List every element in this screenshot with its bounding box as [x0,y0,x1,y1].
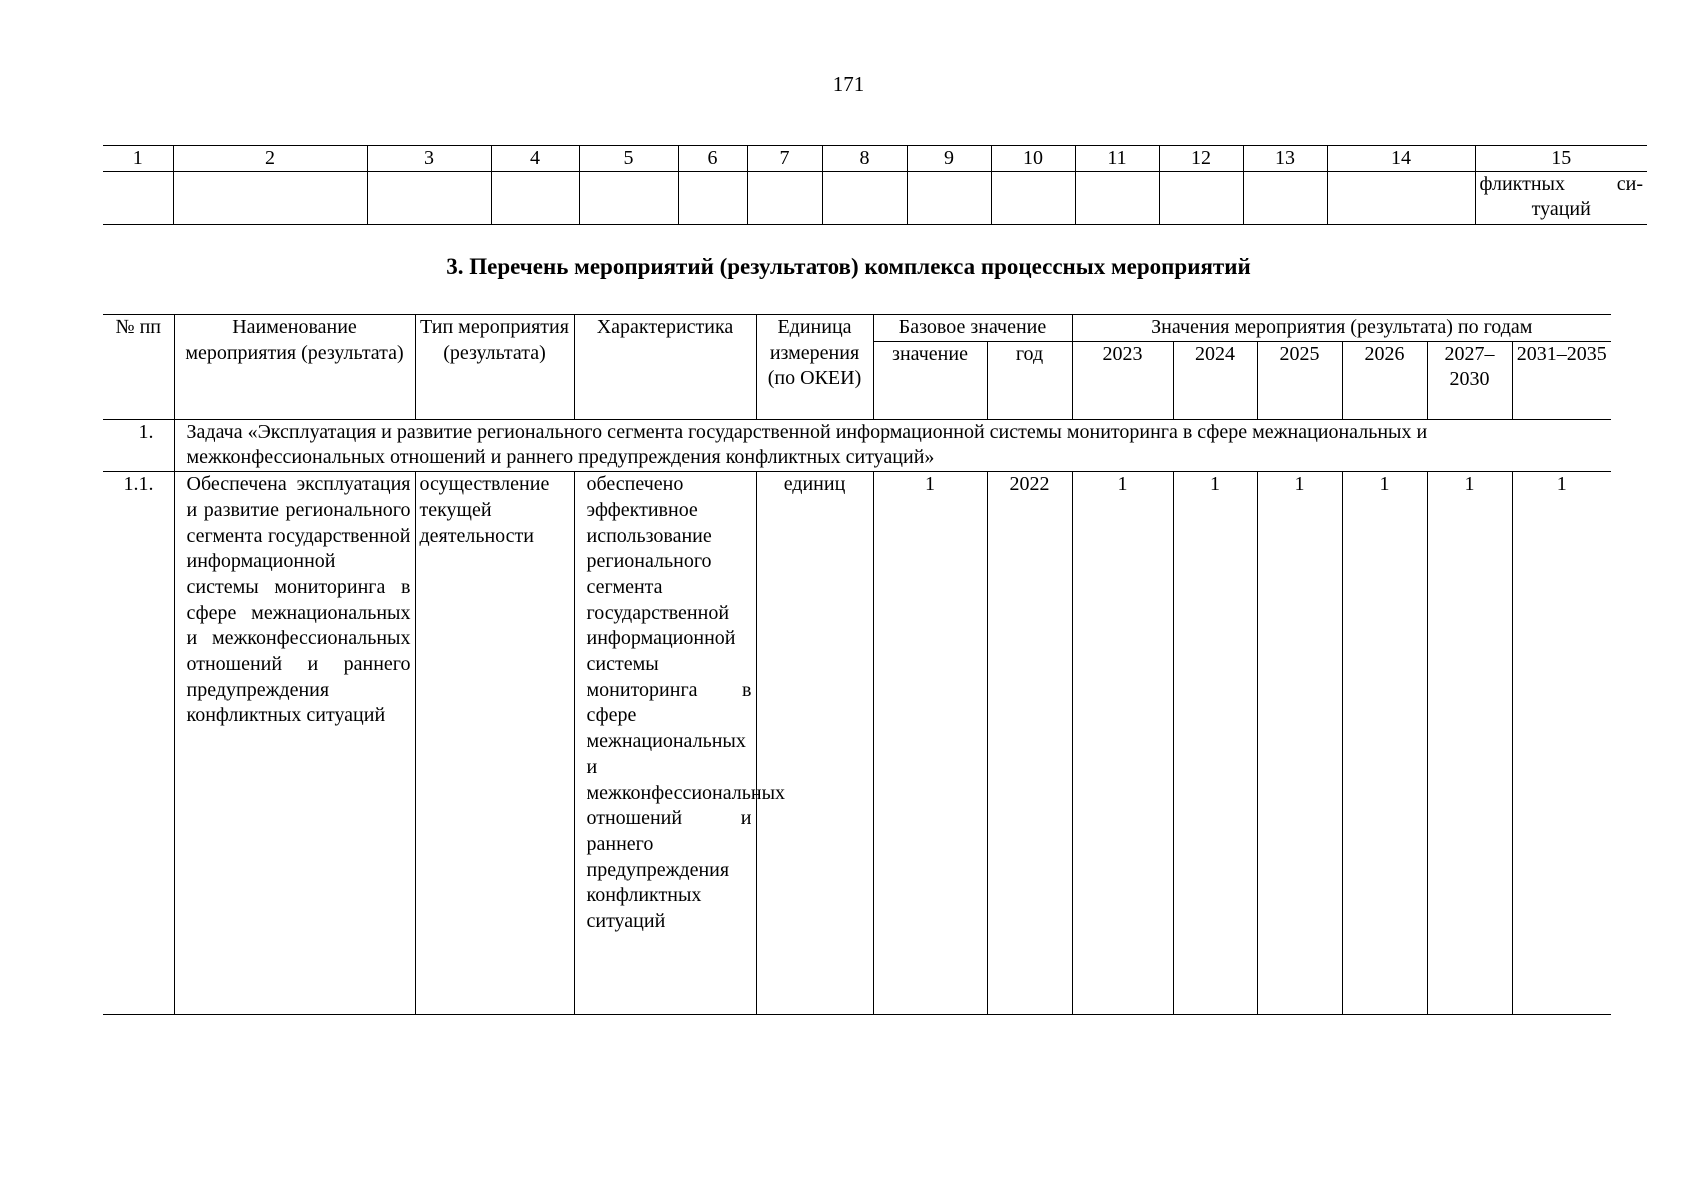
table-cell [1327,172,1475,225]
header-year: 2025 [1257,341,1342,419]
task-number: 1. [103,419,174,471]
section-title: 3. Перечень мероприятий (результатов) комплекса процессных мероприятий [446,254,1251,279]
continuation-body-row [103,172,1647,225]
header-year: 2031–2035 [1512,341,1611,419]
continuation-table [103,145,1647,225]
task-row [103,419,1611,471]
table-cell [747,172,822,225]
column-number: 12 [1159,146,1243,172]
task-text: Задача «Эксплуатация и развитие регионального сегмента государственной информационной системы мониторинга в сфере межнациональных и межконфессиональных отношений и раннего предупреждения конфликтных ситуаций» [174,419,1611,471]
header-values-by-year: Значения мероприятия (результата) по годам [1072,315,1611,342]
table-cell [822,172,907,225]
measures-table [103,314,1611,1015]
header-unit: Единица измерения (по ОКЕИ) [756,315,873,420]
header-name: Наименование мероприятия (результата) [174,315,415,420]
table-cell [491,172,579,225]
column-number: 11 [1075,146,1159,172]
row-value-2026: 1 [1342,472,1427,1015]
table-cell [173,172,367,225]
row-number: 1.1. [103,472,174,1015]
header-base-value-group: Базовое значение [873,315,1072,342]
row-type: осуществление текущей деятельности [415,472,574,1015]
table-cell [678,172,747,225]
table-cell [1243,172,1327,225]
table-cell [579,172,678,225]
row-base-value: 1 [873,472,987,1015]
column-number: 9 [907,146,991,172]
column-number: 13 [1243,146,1327,172]
header-characteristic: Характеристика [574,315,756,420]
column-number: 8 [822,146,907,172]
header-base-year: год [987,341,1072,419]
row-name: Обеспечена эксплуатация и развитие регионального сегмента государственной информационной системы мониторинга в сфере межнациональных и межконфессиональных отношений и раннего предупреждения конфликтных ситуаций [174,472,415,1015]
page-number: 171 [832,72,865,96]
column-number: 10 [991,146,1075,172]
table-cell [991,172,1075,225]
header-type: Тип мероприятия (результата) [415,315,574,420]
row-value-2024: 1 [1173,472,1257,1015]
row-characteristic: обеспечено эффективное использование регионального сегмента государственной информационной системы мониторинга в сфере межнациональных и межконфессиональных отношений и раннего предупреждения конфликтных ситуаций [574,472,756,1015]
header-num: № пп [103,315,174,420]
row-value-2025: 1 [1257,472,1342,1015]
header-row-1 [103,315,1611,342]
column-number: 14 [1327,146,1475,172]
continuation-header-row [103,146,1647,172]
column-number: 4 [491,146,579,172]
table-cell [1075,172,1159,225]
column-number: 7 [747,146,822,172]
table-cell [367,172,491,225]
table-cell [103,172,173,225]
row-value-2031-2035: 1 [1512,472,1611,1015]
row-base-year: 2022 [987,472,1072,1015]
table-row [103,472,1611,1015]
header-year: 2023 [1072,341,1173,419]
table-cell [1159,172,1243,225]
continuation-text-cell: фликтных си-туаций [1475,172,1647,225]
column-number: 2 [173,146,367,172]
column-number: 6 [678,146,747,172]
column-number: 15 [1475,146,1647,172]
column-number: 1 [103,146,173,172]
table-cell [907,172,991,225]
header-base-value: значение [873,341,987,419]
header-year: 2026 [1342,341,1427,419]
column-number: 3 [367,146,491,172]
row-value-2027-2030: 1 [1427,472,1512,1015]
row-unit: единиц [756,472,873,1015]
header-year: 2027–2030 [1427,341,1512,419]
header-year: 2024 [1173,341,1257,419]
column-number: 5 [579,146,678,172]
row-value-2023: 1 [1072,472,1173,1015]
